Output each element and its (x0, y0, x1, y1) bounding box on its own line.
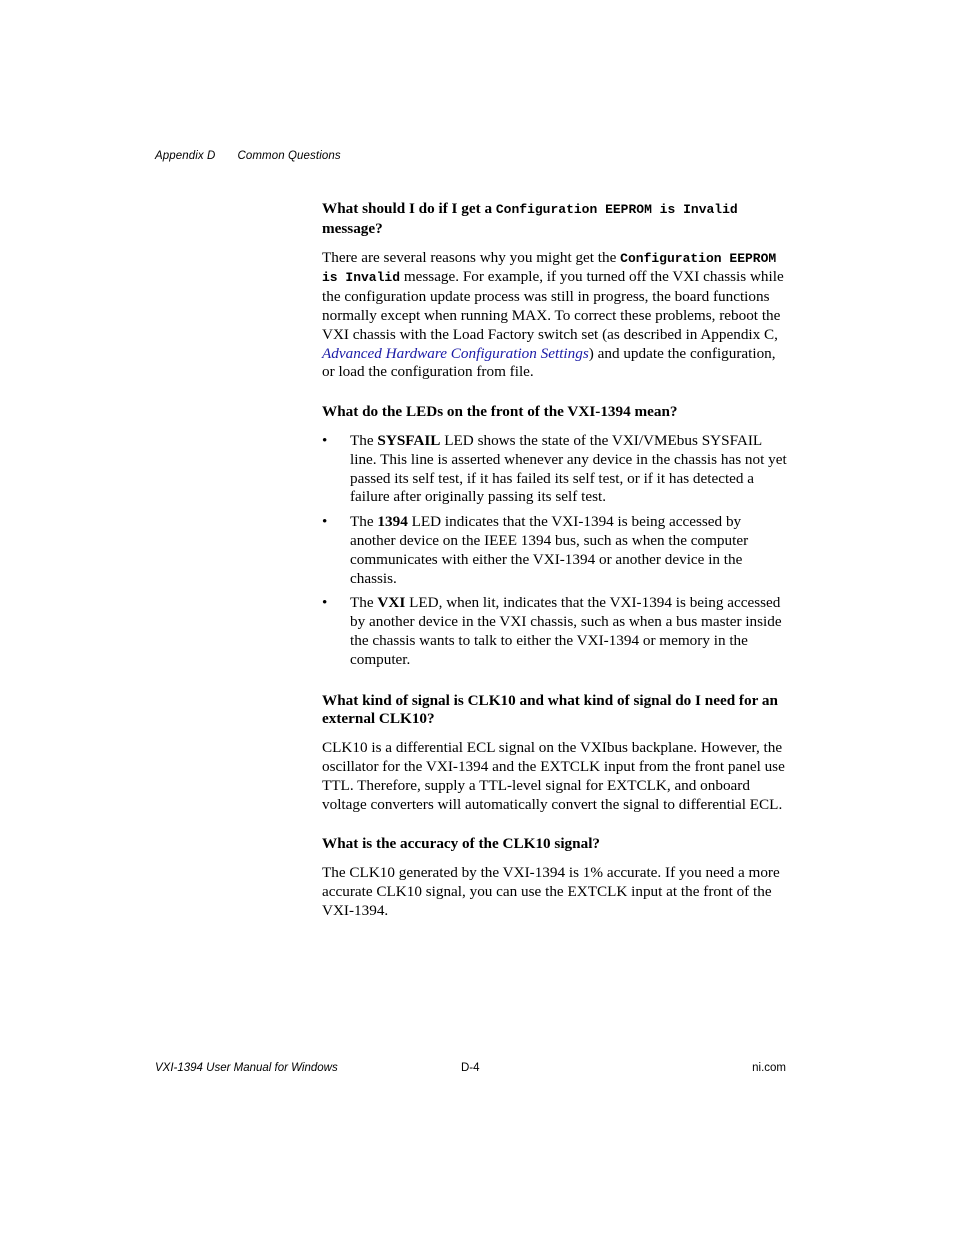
list-item: • The 1394 LED indicates that the VXI-1394 is being accessed by another device on the IEEE 1394 bus, such as when the computer communicates with either the VXI-1394 or another device in the chassis. (322, 513, 749, 587)
led-name-1394: 1394 (377, 513, 408, 531)
page-content (322, 200, 788, 921)
footer-page-number: D-4 (461, 1062, 480, 1074)
section-leds (322, 403, 788, 669)
question-clk10: What kind of signal is CLK10 and what kind of signal do I need for an external CLK10? (322, 691, 778, 728)
list-item: • The SYSFAIL LED shows the state of the VXI/VMEbus SYSFAIL line. This line is asserted whenever any device in the chassis has not yet passed its self test, if it has failed its self test, or if it has detected a failure after originally passing its self test. (322, 431, 787, 506)
bullet-icon: • (322, 594, 328, 612)
section-eeprom (322, 200, 788, 382)
question-accuracy: What is the accuracy of the CLK10 signal? (322, 835, 601, 853)
page-header (155, 150, 341, 162)
section-accuracy (322, 835, 788, 920)
link-advanced-hardware-config[interactable]: Advanced Hardware Configuration Settings (322, 344, 589, 362)
answer-clk10: CLK10 is a differential ECL signal on the VXIbus backplane. However, the oscillator for the VXI-1394 and the EXTCLK input from the front panel use TTL. Therefore, supply a TTL-level signal for EXTCLK, and onboard voltage converters will automatically convert the signal to differential ECL. (322, 739, 785, 813)
list-item: • The VXI LED, when lit, indicates that the VXI-1394 is being accessed by another device in the VXI chassis, such as when a bus master inside the chassis wants to talk to either the VXI-1394 or memory in the computer. (322, 594, 782, 668)
led-name-sysfail: SYSFAIL (377, 431, 441, 449)
header-chapter: Appendix D (155, 150, 216, 162)
led-name-vxi: VXI (377, 594, 406, 612)
question-leds: What do the LEDs on the front of the VXI-1394 mean? (322, 403, 678, 421)
header-title: Common Questions (237, 150, 341, 162)
answer-accuracy: The CLK10 generated by the VXI-1394 is 1% accurate. If you need a more accurate CLK10 signal, you can use the EXTCLK input at the front of the VXI-1394. (322, 864, 780, 919)
bullet-icon: • (322, 513, 328, 531)
answer-eeprom: There are several reasons why you might get the Configuration EEPROM is Invalid message. For example, if you turned off the VXI chassis while the configuration update process was still in progress, the board functions normally except when running MAX. To correct these problems, reboot the VXI chassis with the Load Factory switch set (as described in Appendix C, Advanced Hardware Configuration Settings) and update the configuration, or load the configuration from file. (322, 248, 784, 381)
code-config-eeprom-invalid-inline: Configuration EEPROM is Invalid (322, 250, 777, 286)
bullet-icon: • (322, 431, 328, 449)
section-clk10 (322, 692, 788, 815)
led-list (322, 432, 788, 670)
code-config-eeprom-invalid: Configuration EEPROM is Invalid (495, 202, 738, 217)
footer-manual-title: VXI-1394 User Manual for Windows (155, 1062, 338, 1074)
question-eeprom: What should I do if I get a Configuration EEPROM is Invalid message? (322, 200, 738, 237)
footer-site-link[interactable]: ni.com (752, 1062, 786, 1074)
